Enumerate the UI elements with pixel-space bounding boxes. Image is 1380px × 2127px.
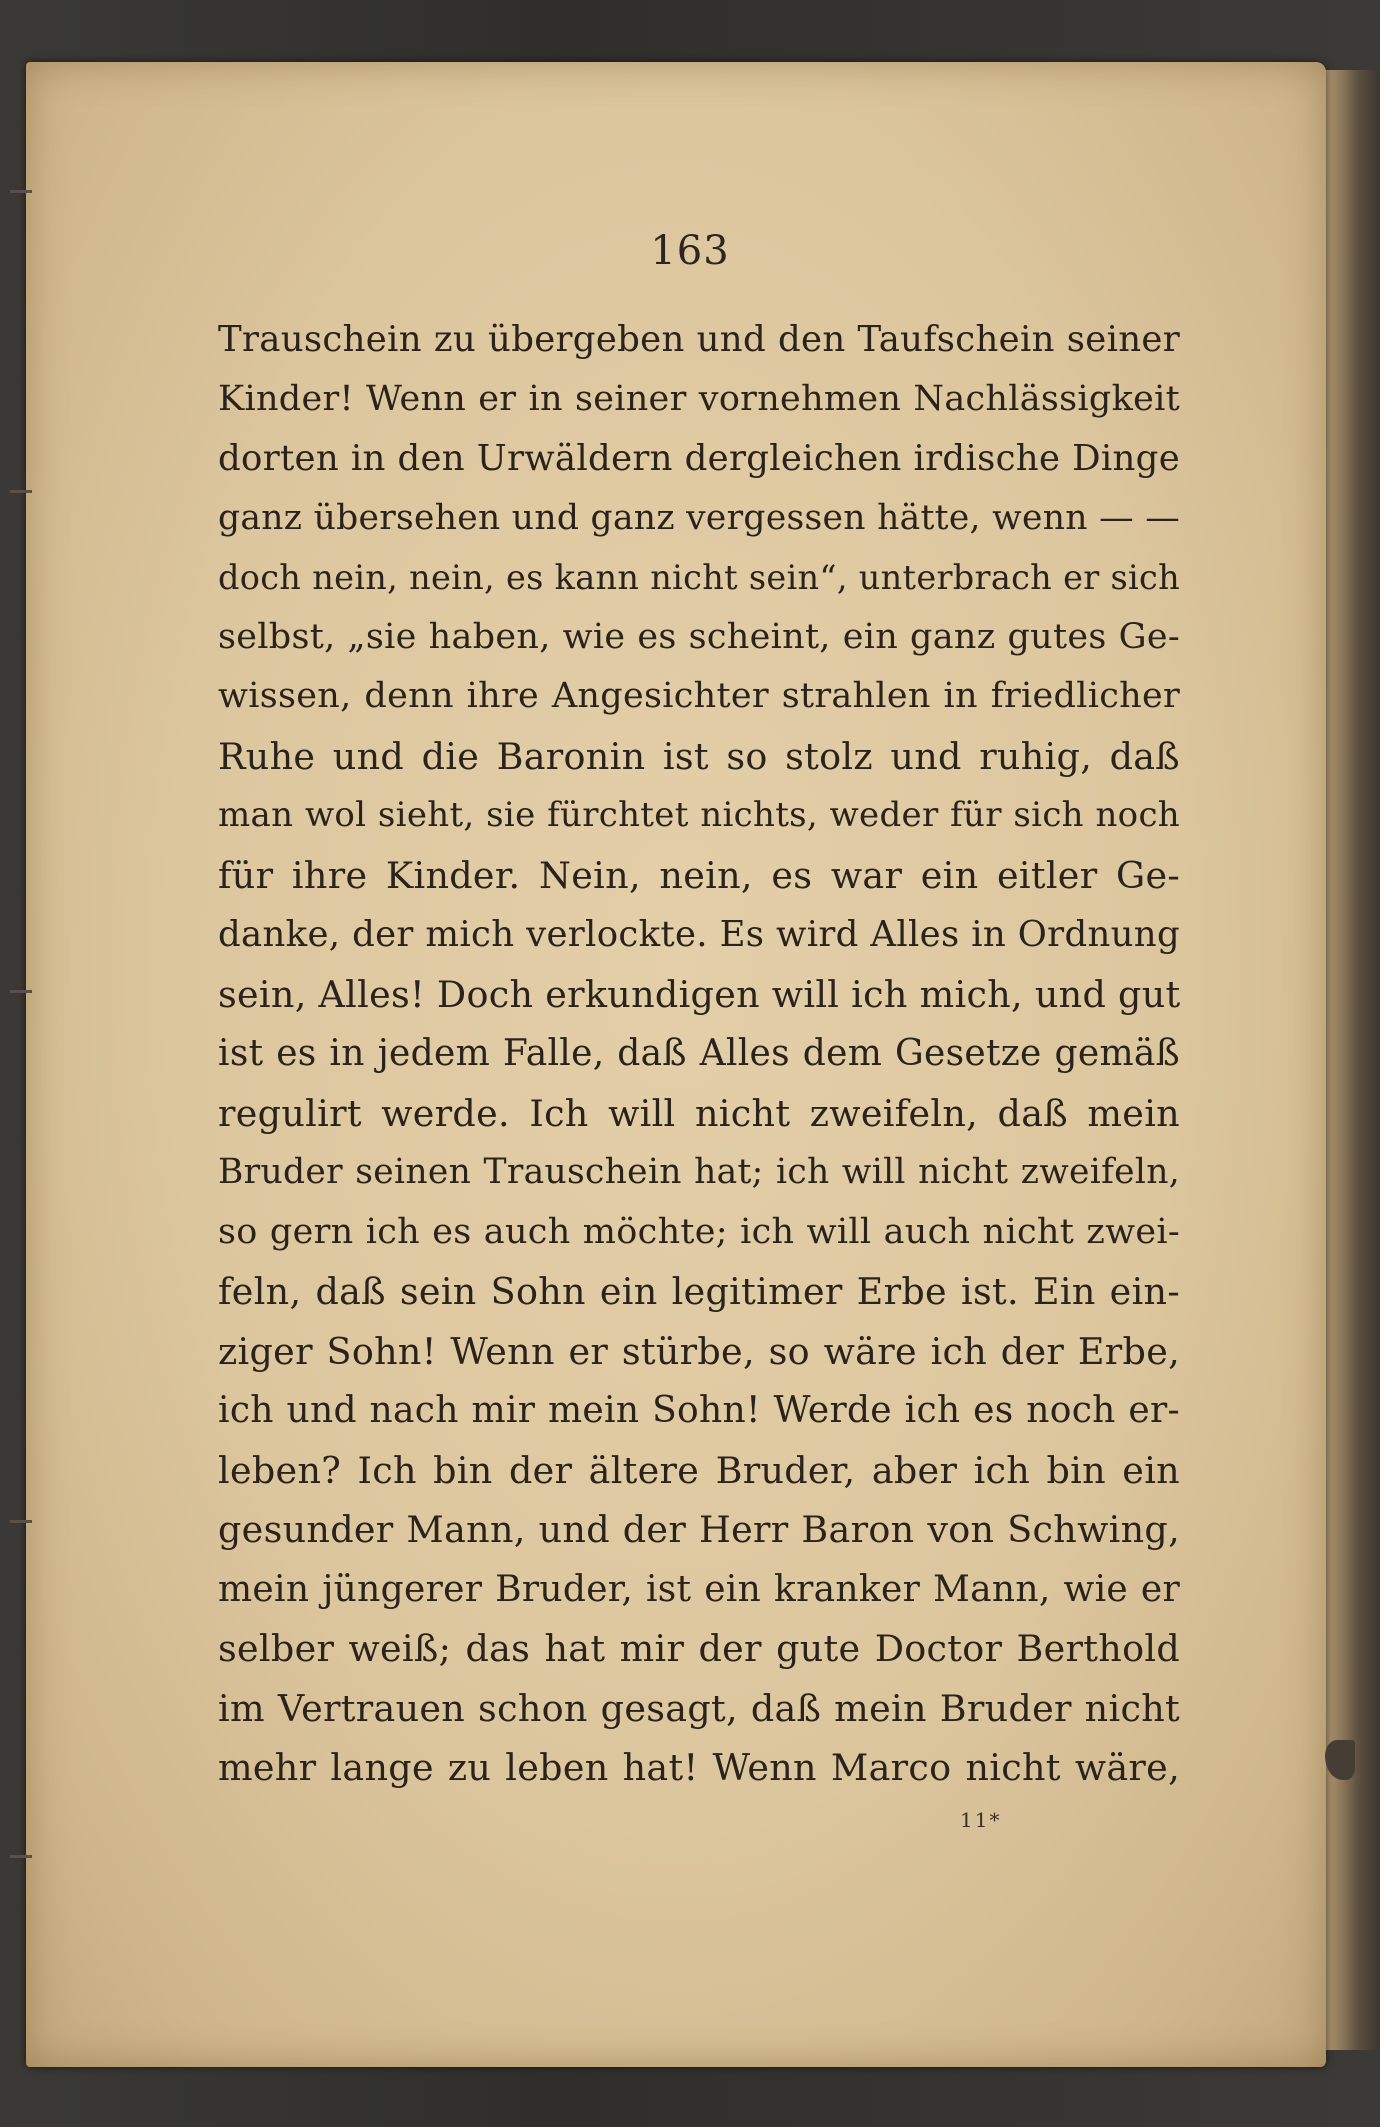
page-number: 163 bbox=[650, 228, 730, 274]
text-line: Trauschein zu übergeben und den Taufschein seiner bbox=[218, 319, 1180, 360]
margin-mark bbox=[10, 1520, 32, 1523]
text-line: ganz übersehen und ganz vergessen hätte, wenn — — bbox=[218, 497, 1180, 538]
text-line: ich und nach mir mein Sohn! Werde ich es noch er- bbox=[218, 1390, 1180, 1431]
margin-mark bbox=[10, 490, 32, 493]
margin-mark bbox=[10, 990, 32, 993]
text-line: selbst, „sie haben, wie es scheint, ein ganz gutes Ge- bbox=[218, 616, 1180, 657]
margin-mark bbox=[10, 1855, 32, 1858]
text-line: so gern ich es auch möchte; ich will auch nicht zwei- bbox=[218, 1211, 1180, 1252]
text-line: Ruhe und die Baronin ist so stolz und ruhig, daß bbox=[218, 734, 1180, 778]
text-line: wissen, denn ihre Angesichter strahlen in friedlicher bbox=[218, 676, 1180, 716]
margin-mark bbox=[10, 190, 32, 193]
text-line: doch nein, nein, es kann nicht sein“, unterbrach er sich bbox=[218, 558, 1180, 597]
text-line: für ihre Kinder. Nein, nein, es war ein eitler Ge- bbox=[218, 853, 1180, 897]
text-line: ziger Sohn! Wenn er stürbe, so wäre ich der Erbe, bbox=[218, 1329, 1180, 1373]
body-text bbox=[218, 310, 1180, 1798]
text-line: leben? Ich bin der ältere Bruder, aber ich bin ein bbox=[218, 1448, 1180, 1492]
text-line: mein jüngerer Bruder, ist ein kranker Mann, wie er bbox=[218, 1568, 1180, 1610]
text-line: Kinder! Wenn er in seiner vornehmen Nachlässigkeit bbox=[218, 378, 1180, 419]
text-line: im Vertrauen schon gesagt, daß mein Bruder nicht bbox=[218, 1686, 1180, 1730]
text-line: gesunder Mann, und der Herr Baron von Schwing, bbox=[218, 1508, 1180, 1551]
text-line: man wol sieht, sie fürchtet nichts, weder für sich noch bbox=[218, 795, 1180, 835]
text-line: sein, Alles! Doch erkundigen will ich mich, und gut bbox=[218, 972, 1181, 1016]
text-line: selber weiß; das hat mir der gute Doctor Berthold bbox=[218, 1627, 1180, 1670]
text-line: mehr lange zu leben hat! Wenn Marco nicht wäre, bbox=[218, 1746, 1180, 1789]
text-line: danke, der mich verlockte. Es wird Alles in Ordnung bbox=[218, 914, 1180, 955]
text-line: dorten in den Urwäldern dergleichen irdische Dinge bbox=[218, 438, 1180, 479]
signature-mark: 11* bbox=[960, 1808, 1002, 1832]
text-line: regulirt werde. Ich will nicht zweifeln, daß mein bbox=[218, 1091, 1180, 1135]
text-line: ist es in jedem Falle, daß Alles dem Gesetze gemäß bbox=[218, 1033, 1180, 1074]
text-line: feln, daß sein Sohn ein legitimer Erbe ist. Ein ein- bbox=[218, 1270, 1180, 1313]
text-line: Bruder seinen Trauschein hat; ich will nicht zweifeln, bbox=[218, 1152, 1180, 1192]
